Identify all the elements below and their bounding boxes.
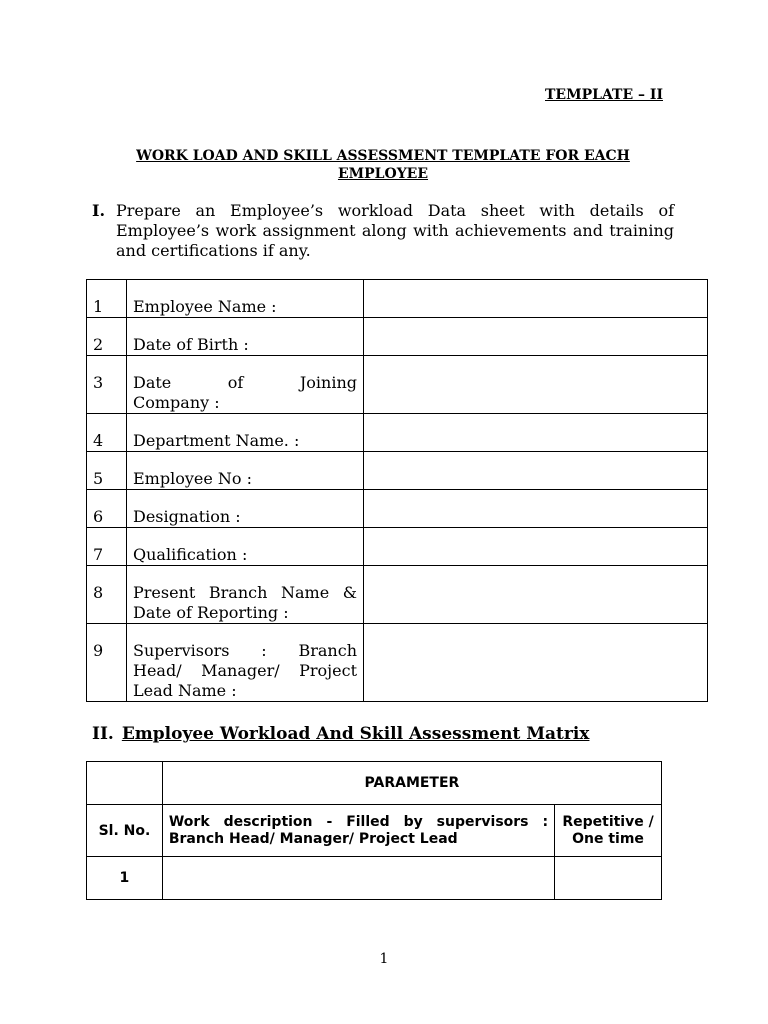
template-label: TEMPLATE – II — [545, 87, 663, 103]
table-row — [87, 624, 708, 702]
work-description-header: Work description - Filled by supervisors : Branch Head/ Manager/ Project Lead — [162, 805, 554, 857]
section-2-title: Employee Workload And Skill Assessment Matrix — [121, 724, 590, 744]
work-description-field[interactable] — [162, 857, 554, 900]
section-1-text: Prepare an Employee’s workload Data sheet with details of Employee’s work assignment along with achievements and training and certifications if any. — [116, 201, 674, 260]
row-label: Employee Name : — [127, 280, 364, 318]
supervisor-name-field[interactable] — [364, 624, 708, 702]
employee-name-field[interactable] — [364, 280, 708, 318]
row-number: 2 — [87, 318, 127, 356]
table-row — [87, 528, 708, 566]
row-label-line: Company : — [133, 393, 220, 412]
date-of-joining-field[interactable] — [364, 356, 708, 414]
row-label-word: Joining — [299, 373, 357, 392]
section-2-number: II. — [92, 724, 114, 744]
row-label: Date of Birth : — [127, 318, 364, 356]
repetitive-header: Repetitive / One time — [555, 805, 662, 857]
row-number: 6 — [87, 490, 127, 528]
page-title: WORK LOAD AND SKILL ASSESSMENT TEMPLATE FOR EACH EMPLOYEE — [136, 148, 630, 182]
section-2-heading — [92, 724, 589, 744]
row-label: Designation : — [127, 490, 364, 528]
table-row — [87, 490, 708, 528]
employee-info-table — [86, 279, 708, 702]
table-row — [87, 762, 662, 805]
row-label: Present Branch Name & Date of Reporting : — [127, 566, 364, 624]
row-label: Department Name. : — [127, 414, 364, 452]
row-label-word: Date — [133, 373, 172, 392]
row-number: 3 — [87, 356, 127, 414]
table-row — [87, 805, 662, 857]
table-row — [87, 356, 708, 414]
repetitive-field[interactable] — [555, 857, 662, 900]
table-row — [87, 280, 708, 318]
row-label-word: of — [227, 373, 244, 392]
sl-no-header: Sl. No. — [87, 805, 163, 857]
branch-name-field[interactable] — [364, 566, 708, 624]
department-name-field[interactable] — [364, 414, 708, 452]
empty-header-cell — [87, 762, 163, 805]
table-row — [87, 452, 708, 490]
parameter-header: PARAMETER — [162, 762, 661, 805]
sl-no-cell: 1 — [87, 857, 163, 900]
row-label: Qualification : — [127, 528, 364, 566]
row-number: 7 — [87, 528, 127, 566]
table-row — [87, 318, 708, 356]
date-of-birth-field[interactable] — [364, 318, 708, 356]
row-number: 8 — [87, 566, 127, 624]
table-row — [87, 414, 708, 452]
table-row — [87, 857, 662, 900]
employee-no-field[interactable] — [364, 452, 708, 490]
row-label: Supervisors : Branch Head/ Manager/ Project Lead Name : — [127, 624, 364, 702]
section-1-number: I. — [92, 201, 106, 220]
section-1 — [92, 201, 674, 261]
row-number: 5 — [87, 452, 127, 490]
row-label — [127, 356, 364, 414]
assessment-matrix-table — [86, 761, 662, 900]
designation-field[interactable] — [364, 490, 708, 528]
page-number: 1 — [379, 951, 389, 967]
row-number: 4 — [87, 414, 127, 452]
row-label: Employee No : — [127, 452, 364, 490]
table-row — [87, 566, 708, 624]
qualification-field[interactable] — [364, 528, 708, 566]
row-number: 9 — [87, 624, 127, 702]
row-number: 1 — [87, 280, 127, 318]
